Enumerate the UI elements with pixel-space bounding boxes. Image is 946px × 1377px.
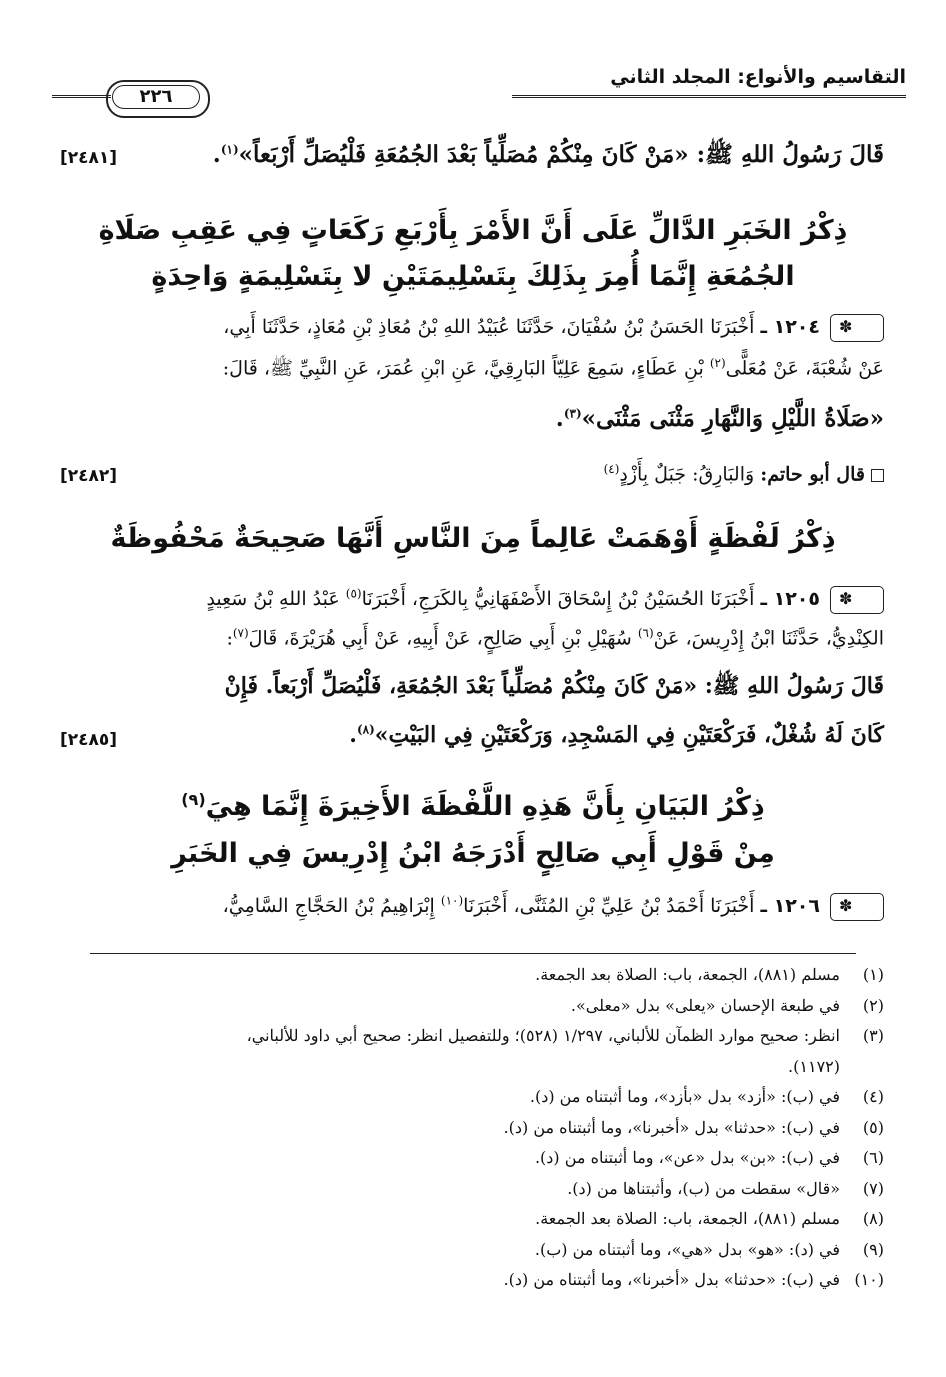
hadith-text: أَخْبَرَنَا الحَسَنُ بْنُ سُفْيَانَ، حَدَّثَنَا عُبَيْدُ اللهِ بْنُ مُعَاذِ بْنِ مُعَاذٍ، حَدَّثَنَا أَبِي،	[223, 316, 755, 338]
footnote-item	[58, 965, 884, 984]
footnote-item	[58, 1057, 884, 1076]
hadith-line	[58, 893, 884, 921]
footnote-text: «قال» سقطت من (ب)، وأثبتناها من (د).	[567, 1178, 840, 1198]
footnote-text: في (د): «هو» بدل «هي»، وما أثبتناه من (ب).	[534, 1239, 840, 1259]
hadith-text: قَالَ رَسُولُ اللهِ ﷺ: «مَنْ كَانَ مِنْكُمْ مُصَلِّياً بَعْدَ الجُمُعَةِ، فَلْيُصَلِّ أَرْبَعاً. فَإِنْ	[224, 673, 884, 699]
hadith-text: إِبْرَاهِيمُ بْنُ الحَجَّاجِ السَّامِيُّ،	[222, 895, 435, 917]
hadith-text: بْنِ عَطَاءٍ، سَمِعَ عَلِيّاً البَارِقِيَّ، عَنِ ابْنِ عُمَرَ، عَنِ النَّبِيِّ ﷺ، قَالَ:	[222, 357, 704, 380]
footnote-item	[58, 1148, 884, 1167]
reference-number: [٢٤٨٥]	[60, 730, 118, 750]
footnote-number: (٩)	[862, 1239, 884, 1259]
page-number: ٢٢٦	[112, 85, 200, 109]
hadith-line	[58, 672, 884, 704]
book-title: التقاسيم والأنواع: المجلد الثاني	[610, 66, 906, 88]
footnote-item	[58, 996, 884, 1015]
hadith-text: كَانَ لَهُ شُغْلٌ، فَرَكْعَتَيْنِ فِي المَسْجِدِ، وَرَكْعَتَيْنِ فِي البَيْتِ»	[374, 722, 884, 748]
footnote-item	[58, 1026, 884, 1045]
footnote-marker: (٢)	[709, 356, 726, 370]
footnote-marker: (٤)	[603, 462, 620, 476]
hadith-text: الكِنْدِيُّ، حَدَّثَنَا ابْنُ إِدْرِيسَ، عَنْ	[653, 627, 884, 650]
footnote-item	[58, 1240, 884, 1259]
footnote-text: في (ب): «أزد» بدل «بأزد»، وما أثبتناه من (د).	[529, 1087, 840, 1106]
hadith-text: أَخْبَرَنَا الحُسَيْنُ بْنُ إِسْحَاقَ الأَصْفَهَانِيُّ بِالكَرَجِ، أَخْبَرَنَا	[361, 588, 755, 610]
footnote-text: في (ب): «حدثنا» بدل «أخبرنا»، وما أثبتناه من (د).	[503, 1117, 840, 1137]
section-heading: ذِكْرُ لَفْظَةٍ أَوْهَمَتْ عَالِماً مِنَ النَّاسِ أَنَّهَا صَحِيحَةٌ مَحْفُوظَةٌ	[110, 523, 836, 554]
footnote-marker: (٥)	[345, 586, 362, 601]
section-heading: الجُمُعَةِ إِنَّمَا أُمِرَ بِذَلِكَ بِتَسْلِيمَتَيْنِ لا بِتَسْلِيمَةٍ وَاحِدَةٍ	[151, 261, 795, 292]
footnote-marker: (١)	[220, 142, 239, 157]
footnote-text: في (ب): «بن» بدل «عن»، وما أثبتناه من (د).	[534, 1148, 840, 1167]
footnote-divider	[90, 953, 856, 954]
abu-hatim-note	[58, 462, 884, 485]
footnote-number: (٢)	[862, 995, 884, 1015]
hadith-line	[58, 314, 884, 342]
reference-number: [٢٤٨١]	[60, 148, 118, 168]
footnote-marker: (٧)	[232, 626, 249, 640]
footnote-marker: (٩)	[181, 790, 206, 809]
hadith-line	[58, 586, 884, 614]
footnote-text: مسلم (٨٨١)، الجمعة، باب: الصلاة بعد الجمعة.	[535, 1209, 840, 1228]
footnote-number: (١)	[862, 965, 884, 984]
hadith-text: سُهَيْلِ بْنِ أَبِي صَالِحٍ، عَنْ أَبِيهِ، عَنْ أَبِي هُرَيْرَةَ، قَالَ	[248, 627, 632, 650]
hadith-text: قَالَ رَسُولُ اللهِ ﷺ: «مَنْ كَانَ مِنْكُمْ مُصَلِّياً بَعْدَ الجُمُعَةِ فَلْيُصَلِّ أَرْبَعاً»	[238, 141, 884, 168]
hadith-text-line: قَالَ رَسُولُ اللهِ ﷺ: «مَنْ كَانَ مِنْكُمْ مُصَلِّياً بَعْدَ الجُمُعَةِ فَلْيُصَلِّ أَرْبَعاً»$^{(١)}$.	[212, 141, 884, 168]
hadith-text: عَبْدُ اللهِ بْنُ سَعِيدٍ	[206, 588, 340, 610]
footnote-number: (٣)	[862, 1026, 884, 1045]
footnote-number: (٥)	[862, 1117, 884, 1137]
square-bullet-icon	[871, 469, 884, 482]
section-heading: ذِكْرُ الخَبَرِ الدَّالِّ عَلَى أَنَّ الأَمْرَ بِأَرْبَعِ رَكَعَاتٍ فِي عَقِبِ صَلَاةِ	[98, 215, 848, 246]
section-heading-text: ذِكْرُ البَيَانِ بِأَنَّ هَذِهِ اللَّفْظَةَ الأَخِيرَةَ إِنَّمَا هِيَ	[205, 791, 765, 822]
reference-number: [٢٤٨٢]	[60, 466, 118, 486]
hadith-line: الكِنْدِيُّ، حَدَّثَنَا ابْنُ إِدْرِيسَ، عَنْ$^{(٦)}$ سُهَيْلِ بْنِ أَبِي صَالِحٍ، عَنْ أَبِيهِ، عَنْ أَبِي هُرَيْرَةَ، قَالَ$^{(٧)}$:	[226, 626, 884, 650]
section-heading: مِنْ قَوْلِ أَبِي صَالِحٍ أَدْرَجَهُ ابْنُ إِدْرِيسَ فِي الخَبَرِ	[171, 838, 775, 869]
hadith-line	[58, 356, 884, 384]
footnote-text: انظر: صحيح موارد الظمآن للألباني، ١/٢٩٧ (٥٢٨)؛ وللتفصيل انظر: صحيح أبي داود للألباني،	[246, 1026, 840, 1045]
footnote-marker: (١٠)	[440, 893, 464, 908]
page-number-frame	[52, 58, 180, 107]
hadith-number: ١٢٠٥ ـ	[760, 588, 820, 610]
section-heading	[50, 790, 896, 822]
header-rule-right	[512, 95, 906, 98]
footnote-text: مسلم (٨٨١)، الجمعة، باب: الصلاة بعد الجمعة.	[535, 965, 840, 984]
footnote-item	[58, 1270, 884, 1289]
footnote-number: (٨)	[862, 1209, 884, 1228]
footnote-marker: (٦)	[637, 626, 654, 640]
hadith-badge-icon: ✽	[830, 314, 884, 342]
hadith-number: ١٢٠٤ ـ	[760, 316, 820, 338]
footnote-number: (٤)	[862, 1087, 884, 1106]
footnote-item	[58, 1118, 884, 1137]
footnote-marker: (٨)	[356, 722, 375, 737]
hadith-badge-icon: ✽	[830, 893, 884, 921]
abu-hatim-label: قال أبو حاتم:	[760, 463, 865, 486]
hadith-line: «صَلَاةُ اللَّيْلِ وَالنَّهَارِ مَثْنَى مَثْنَى»$^{(٣)}$.	[555, 405, 884, 432]
footnote-text: في طبعة الإحسان «يعلى» بدل «معلى».	[570, 995, 840, 1015]
hadith-number: ١٢٠٦ ـ	[760, 895, 820, 917]
footnote-number: (١٠)	[854, 1270, 884, 1289]
footnote-item	[58, 1087, 884, 1106]
footnote-text: (١١٧٢).	[788, 1056, 840, 1076]
hadith-badge-icon: ✽	[830, 586, 884, 614]
footnote-marker: (٣)	[563, 406, 582, 421]
hadith-text: عَنْ شُعْبَةَ، عَنْ مُعَلًّى	[725, 357, 884, 380]
footnote-number: (٧)	[862, 1178, 884, 1198]
abu-hatim-text: وَالبَارِقُ: جَبَلٌ بِأَزْدٍ	[619, 463, 755, 486]
footnote-item	[58, 1209, 884, 1228]
footnote-item	[58, 1179, 884, 1198]
footnote-number: (٦)	[862, 1148, 884, 1167]
page-header	[52, 58, 906, 114]
hadith-text: أَخْبَرَنَا أَحْمَدُ بْنُ عَلِيِّ بْنِ المُثَنَّى، أَخْبَرَنَا	[463, 895, 755, 917]
header-rule-left	[52, 95, 111, 98]
footnote-text: في (ب): «حدثنا» بدل «أخبرنا»، وما أثبتناه من (د).	[503, 1270, 840, 1289]
hadith-line: كَانَ لَهُ شُغْلٌ، فَرَكْعَتَيْنِ فِي المَسْجِدِ، وَرَكْعَتَيْنِ فِي البَيْتِ»$^{(٨)}$.	[349, 722, 884, 748]
hadith-text: «صَلَاةُ اللَّيْلِ وَالنَّهَارِ مَثْنَى مَثْنَى»	[581, 405, 884, 432]
